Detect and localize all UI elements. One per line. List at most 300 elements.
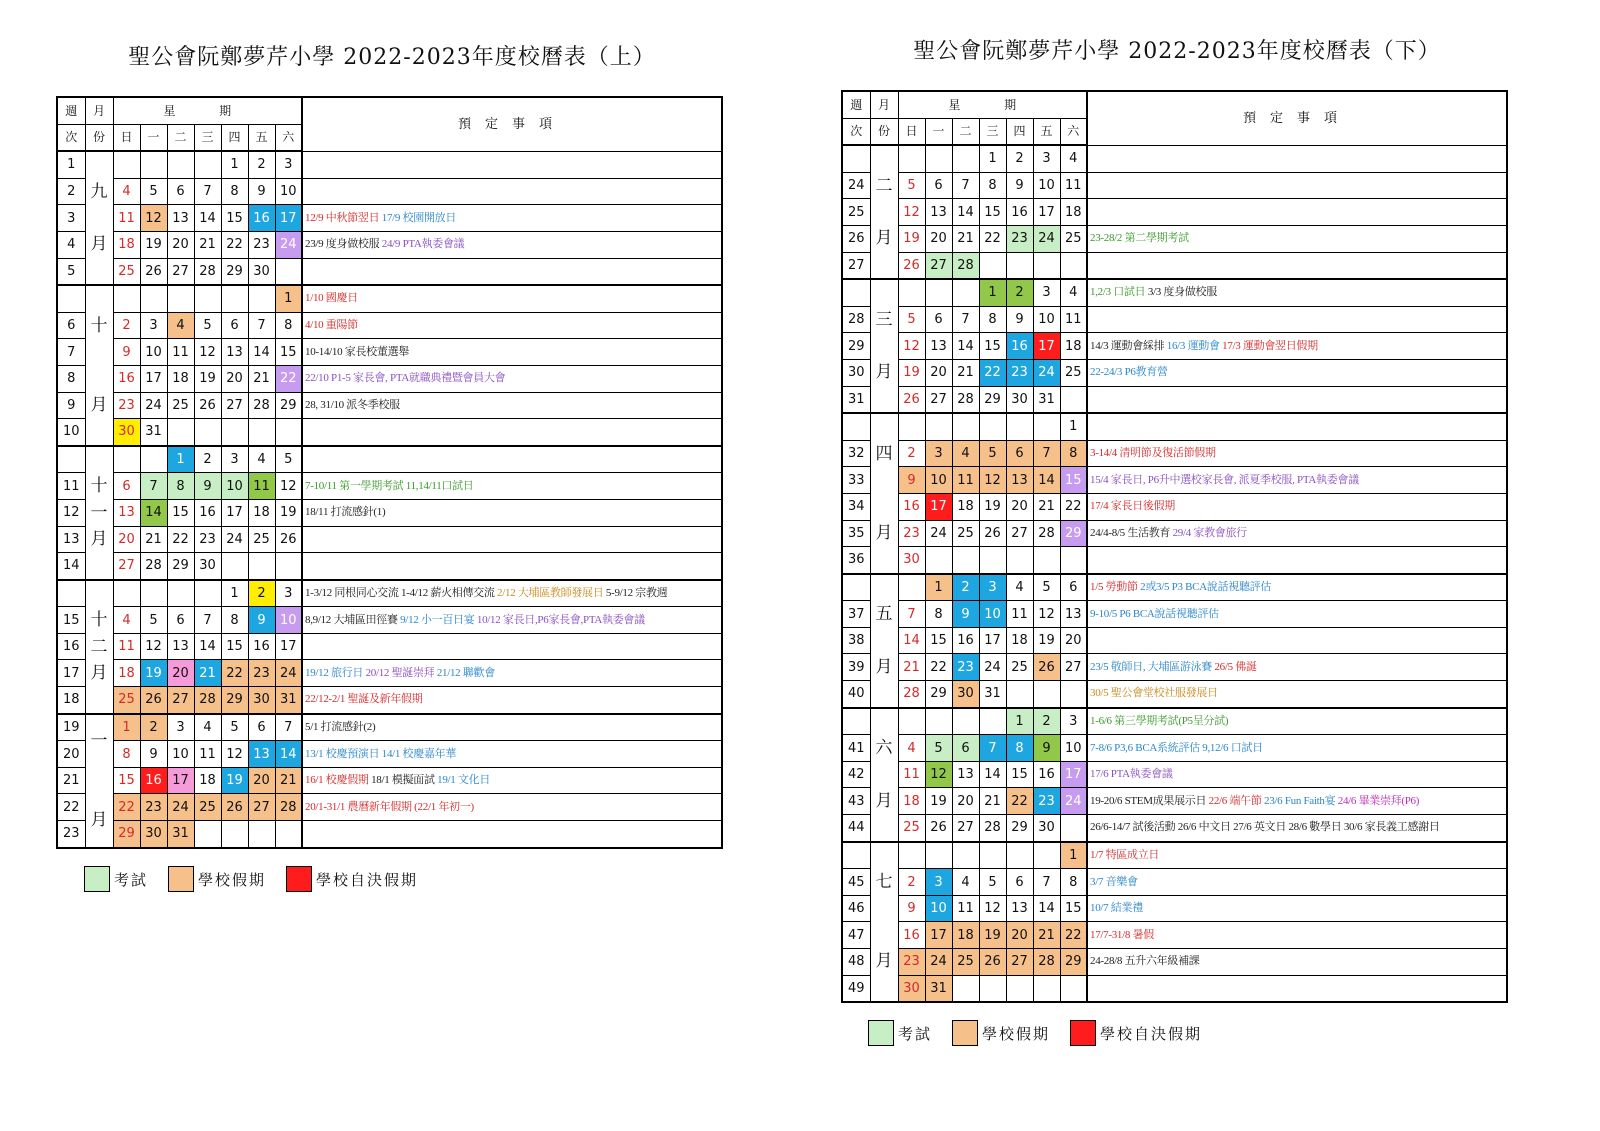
event-text: 10-14/10 家長校董選舉 <box>305 345 409 358</box>
day-cell <box>248 419 275 446</box>
day-cell: 22 <box>113 794 140 821</box>
day-cell: 19 <box>898 225 925 252</box>
week-number: 39 <box>842 654 870 681</box>
event-text: 19/12 旅行日 <box>305 666 366 679</box>
day-cell: 3 <box>925 440 952 467</box>
day-cell: 5 <box>898 306 925 333</box>
week-number: 47 <box>842 922 870 949</box>
week-number: 15 <box>57 607 85 634</box>
day-cell: 26 <box>1033 654 1060 681</box>
day-cell: 7 <box>248 312 275 339</box>
day-cell <box>113 151 140 178</box>
day-cell: 28 <box>898 681 925 708</box>
day-cell <box>1006 547 1033 574</box>
event-text: 23-28/2 第二學期考試 <box>1090 232 1189 245</box>
day-cell: 11 <box>898 761 925 788</box>
week-number: 2 <box>57 178 85 205</box>
week-number: 45 <box>842 869 870 896</box>
day-cell: 28 <box>979 815 1006 842</box>
day-cell: 22 <box>221 231 248 258</box>
day-cell: 23 <box>898 949 925 976</box>
sheet-title: 聖公會阮鄭夢芹小學 2022-2023年度校曆表（下） <box>913 39 1441 64</box>
day-cell: 16 <box>248 205 275 232</box>
header-weekday: 星 期 <box>898 91 1087 118</box>
event-cell <box>1087 788 1507 815</box>
day-cell: 13 <box>1060 601 1087 628</box>
day-cell: 10 <box>275 607 302 634</box>
week-row <box>57 526 722 553</box>
day-cell <box>979 975 1006 1002</box>
day-cell: 18 <box>167 365 194 392</box>
week-row <box>57 553 722 580</box>
day-cell: 2 <box>248 580 275 607</box>
header-month-2: 份 <box>85 124 113 151</box>
day-cell: 4 <box>194 714 221 741</box>
week-number: 9 <box>57 392 85 419</box>
day-cell: 23 <box>898 520 925 547</box>
day-cell: 19 <box>140 660 167 687</box>
header-day-0: 日 <box>898 118 925 145</box>
week-number <box>57 285 85 312</box>
day-cell: 29 <box>221 258 248 285</box>
week-row <box>842 413 1507 440</box>
day-cell: 23 <box>113 392 140 419</box>
day-cell: 28 <box>194 258 221 285</box>
day-cell <box>1033 681 1060 708</box>
day-cell: 21 <box>140 526 167 553</box>
week-row <box>57 178 722 205</box>
header-events: 預定事項 <box>302 97 722 151</box>
day-cell: 5 <box>221 714 248 741</box>
day-cell: 2 <box>194 446 221 473</box>
day-cell: 23 <box>1033 788 1060 815</box>
day-cell: 28 <box>952 252 979 279</box>
day-cell <box>248 285 275 312</box>
week-row <box>57 580 722 607</box>
day-cell: 13 <box>167 205 194 232</box>
week-row <box>57 392 722 419</box>
day-cell <box>248 821 275 848</box>
week-row <box>842 708 1507 735</box>
event-text: 23/6 Fun Faith宴 <box>1264 794 1338 807</box>
day-cell <box>952 145 979 172</box>
day-cell: 6 <box>221 312 248 339</box>
legend-school-holiday-label: 學校自決假期 <box>316 870 419 889</box>
day-cell: 1 <box>113 714 140 741</box>
day-cell: 24 <box>275 231 302 258</box>
header-day-3: 三 <box>979 118 1006 145</box>
day-cell <box>952 547 979 574</box>
event-cell <box>302 365 722 392</box>
week-row <box>57 205 722 232</box>
legend <box>868 1020 1222 1046</box>
day-cell: 30 <box>1006 386 1033 413</box>
week-row <box>57 499 722 526</box>
day-cell: 16 <box>1033 761 1060 788</box>
day-cell: 13 <box>167 633 194 660</box>
day-cell: 1 <box>221 151 248 178</box>
day-cell: 26 <box>140 687 167 714</box>
day-cell: 30 <box>898 975 925 1002</box>
week-row <box>57 633 722 660</box>
day-cell: 20 <box>1006 922 1033 949</box>
day-cell: 18 <box>898 788 925 815</box>
day-cell: 7 <box>952 306 979 333</box>
week-row <box>842 333 1507 360</box>
day-cell: 21 <box>979 788 1006 815</box>
event-cell <box>1087 493 1507 520</box>
day-cell <box>194 419 221 446</box>
week-row <box>842 467 1507 494</box>
day-cell <box>167 580 194 607</box>
month-label-text: 二 月 <box>875 175 893 249</box>
event-cell <box>302 285 722 312</box>
week-number: 36 <box>842 547 870 574</box>
event-cell <box>1087 761 1507 788</box>
week-number: 5 <box>57 258 85 285</box>
day-cell: 3 <box>1033 279 1060 306</box>
legend-school-holiday-label: 學校自決假期 <box>1100 1024 1203 1043</box>
day-cell: 4 <box>1006 574 1033 601</box>
week-row <box>57 339 722 366</box>
legend-school-holiday-swatch <box>286 866 312 892</box>
day-cell: 4 <box>113 178 140 205</box>
week-number: 25 <box>842 199 870 226</box>
day-cell <box>1060 815 1087 842</box>
event-text: 28, 31/10 派冬季校服 <box>305 398 400 411</box>
event-cell <box>302 633 722 660</box>
week-row <box>57 446 722 473</box>
event-text: 17/9 校園開放日 <box>381 211 457 224</box>
week-row <box>842 975 1507 1002</box>
month-label <box>870 708 898 842</box>
day-cell: 21 <box>275 767 302 794</box>
day-cell: 6 <box>1006 440 1033 467</box>
day-cell: 1 <box>979 145 1006 172</box>
day-cell: 8 <box>221 607 248 634</box>
day-cell: 29 <box>1060 949 1087 976</box>
event-text: 23/9 度身做校服 <box>305 238 382 251</box>
week-number: 22 <box>57 794 85 821</box>
event-text: 21/12 聯歡會 <box>436 666 495 679</box>
day-cell: 28 <box>140 553 167 580</box>
week-row <box>57 312 722 339</box>
day-cell: 2 <box>140 714 167 741</box>
week-number <box>57 446 85 473</box>
week-row <box>842 654 1507 681</box>
day-cell: 5 <box>140 607 167 634</box>
day-cell: 15 <box>979 199 1006 226</box>
day-cell <box>979 708 1006 735</box>
day-cell: 16 <box>952 627 979 654</box>
week-row <box>842 574 1507 601</box>
day-cell: 23 <box>140 794 167 821</box>
event-text: 16/1 校慶假期 <box>305 774 372 787</box>
week-row <box>842 386 1507 413</box>
day-cell: 7 <box>194 607 221 634</box>
day-cell: 24 <box>925 949 952 976</box>
day-cell: 17 <box>1060 761 1087 788</box>
day-cell: 4 <box>167 312 194 339</box>
day-cell <box>167 151 194 178</box>
day-cell: 23 <box>1006 359 1033 386</box>
day-cell: 20 <box>925 225 952 252</box>
event-text: 18/11 打流感針(1) <box>305 506 386 519</box>
week-number: 33 <box>842 467 870 494</box>
day-cell: 10 <box>167 741 194 768</box>
day-cell: 9 <box>952 601 979 628</box>
week-number: 27 <box>842 252 870 279</box>
header-month-2: 份 <box>870 118 898 145</box>
day-cell: 22 <box>275 365 302 392</box>
day-cell: 8 <box>979 172 1006 199</box>
event-text: 17/7-31/8 暑假 <box>1090 928 1154 941</box>
week-row <box>57 794 722 821</box>
event-text: 18/1 模擬面試 <box>371 774 438 787</box>
day-cell: 20 <box>1060 627 1087 654</box>
day-cell: 18 <box>1060 333 1087 360</box>
day-cell: 30 <box>140 821 167 848</box>
day-cell: 21 <box>248 365 275 392</box>
day-cell: 25 <box>1060 359 1087 386</box>
day-cell: 9 <box>1006 306 1033 333</box>
calendar-table <box>56 96 723 849</box>
day-cell <box>898 413 925 440</box>
day-cell: 1 <box>925 574 952 601</box>
day-cell: 14 <box>1033 895 1060 922</box>
week-number <box>842 413 870 440</box>
week-row <box>842 627 1507 654</box>
event-cell <box>1087 252 1507 279</box>
event-text: 22/6 端午節 <box>1208 794 1265 807</box>
day-cell: 13 <box>1006 467 1033 494</box>
week-number: 48 <box>842 949 870 976</box>
event-cell <box>302 205 722 232</box>
event-text: 10/7 結業禮 <box>1090 902 1143 915</box>
week-number: 32 <box>842 440 870 467</box>
day-cell: 4 <box>952 440 979 467</box>
day-cell: 27 <box>113 553 140 580</box>
legend-exam-swatch <box>868 1020 894 1046</box>
day-cell: 5 <box>194 312 221 339</box>
week-row <box>57 285 722 312</box>
day-cell: 25 <box>898 815 925 842</box>
week-number: 16 <box>57 633 85 660</box>
day-cell: 30 <box>194 553 221 580</box>
day-cell: 4 <box>1060 145 1087 172</box>
day-cell: 4 <box>1060 279 1087 306</box>
day-cell: 20 <box>167 231 194 258</box>
day-cell <box>194 151 221 178</box>
event-text: 9/12 小一百日宴 <box>400 613 477 626</box>
event-text: 1/5 勞動節 <box>1090 580 1141 593</box>
day-cell: 6 <box>925 306 952 333</box>
event-text: 7-8/6 P3,6 BCA系統評估 9,12/6 口試日 <box>1090 741 1263 754</box>
day-cell: 11 <box>167 339 194 366</box>
event-cell <box>302 473 722 500</box>
week-number: 21 <box>57 767 85 794</box>
legend-exam-swatch <box>84 866 110 892</box>
day-cell <box>1006 681 1033 708</box>
day-cell: 11 <box>113 205 140 232</box>
day-cell <box>1060 386 1087 413</box>
day-cell <box>275 821 302 848</box>
day-cell: 29 <box>221 687 248 714</box>
event-text: 3/7 音樂會 <box>1090 875 1138 888</box>
header-day-5: 五 <box>248 124 275 151</box>
legend-holiday-swatch <box>952 1020 978 1046</box>
day-cell: 3 <box>1060 708 1087 735</box>
event-cell <box>302 231 722 258</box>
day-cell <box>167 419 194 446</box>
day-cell: 27 <box>925 386 952 413</box>
day-cell: 7 <box>140 473 167 500</box>
day-cell: 31 <box>1033 386 1060 413</box>
week-row <box>57 231 722 258</box>
day-cell: 26 <box>898 386 925 413</box>
day-cell: 19 <box>275 499 302 526</box>
event-cell <box>302 794 722 821</box>
day-cell: 8 <box>1006 735 1033 762</box>
day-cell <box>925 413 952 440</box>
day-cell: 7 <box>1033 440 1060 467</box>
day-cell <box>221 285 248 312</box>
day-cell: 5 <box>898 172 925 199</box>
legend-exam-label: 考試 <box>898 1024 933 1043</box>
day-cell: 9 <box>1033 735 1060 762</box>
header-day-2: 二 <box>952 118 979 145</box>
week-number: 43 <box>842 788 870 815</box>
header-week-2: 次 <box>57 124 85 151</box>
event-text: 4/10 重陽節 <box>305 319 358 332</box>
week-row <box>57 419 722 446</box>
day-cell <box>194 285 221 312</box>
day-cell: 20 <box>952 788 979 815</box>
day-cell: 31 <box>979 681 1006 708</box>
day-cell: 21 <box>898 654 925 681</box>
event-cell <box>1087 333 1507 360</box>
day-cell: 24 <box>925 520 952 547</box>
day-cell: 11 <box>194 741 221 768</box>
week-number: 11 <box>57 473 85 500</box>
sheet-title: 聖公會阮鄭夢芹小學 2022-2023年度校曆表（上） <box>128 45 656 70</box>
day-cell: 19 <box>979 493 1006 520</box>
day-cell: 6 <box>248 714 275 741</box>
day-cell: 14 <box>1033 467 1060 494</box>
event-cell <box>1087 279 1507 306</box>
day-cell: 18 <box>194 767 221 794</box>
day-cell: 3 <box>140 312 167 339</box>
header-week: 週 <box>842 91 870 118</box>
event-cell <box>302 660 722 687</box>
week-number: 29 <box>842 333 870 360</box>
event-cell <box>302 741 722 768</box>
day-cell: 3 <box>275 151 302 178</box>
day-cell: 29 <box>275 392 302 419</box>
day-cell: 30 <box>898 547 925 574</box>
day-cell: 27 <box>925 252 952 279</box>
week-row <box>57 741 722 768</box>
day-cell: 31 <box>275 687 302 714</box>
day-cell: 27 <box>248 794 275 821</box>
event-text: 17/4 家長日後假期 <box>1090 500 1176 513</box>
event-text: 2/12 大埔區教師發展日 <box>497 586 606 599</box>
event-text: 19-20/6 STEM成果展示日 <box>1090 794 1209 807</box>
event-text: 26/5 佛誕 <box>1214 660 1257 673</box>
week-row <box>57 151 722 178</box>
day-cell: 2 <box>898 440 925 467</box>
event-cell <box>1087 145 1507 172</box>
week-row <box>842 440 1507 467</box>
month-label <box>85 151 113 285</box>
day-cell: 24 <box>167 794 194 821</box>
day-cell: 12 <box>194 339 221 366</box>
event-cell <box>302 767 722 794</box>
event-cell <box>302 607 722 634</box>
day-cell: 22 <box>979 359 1006 386</box>
day-cell: 24 <box>1033 225 1060 252</box>
day-cell: 2 <box>952 574 979 601</box>
week-number: 1 <box>57 151 85 178</box>
day-cell: 27 <box>1006 520 1033 547</box>
day-cell <box>194 580 221 607</box>
day-cell: 26 <box>140 258 167 285</box>
header-week: 週 <box>57 97 85 124</box>
day-cell <box>979 252 1006 279</box>
day-cell <box>275 258 302 285</box>
header-day-4: 四 <box>1006 118 1033 145</box>
header-month: 月 <box>85 97 113 124</box>
week-row <box>842 359 1507 386</box>
event-text: 1/10 國慶日 <box>305 292 358 305</box>
event-cell <box>1087 681 1507 708</box>
week-number: 42 <box>842 761 870 788</box>
event-text: 24/4-8/5 生活教育 <box>1090 526 1173 539</box>
event-text: 22-24/3 P6教育營 <box>1090 366 1168 379</box>
week-number <box>842 279 870 306</box>
month-label <box>870 842 898 1003</box>
day-cell: 25 <box>1060 225 1087 252</box>
day-cell: 17 <box>1033 333 1060 360</box>
week-row <box>842 547 1507 574</box>
day-cell <box>898 279 925 306</box>
event-text: 1,2/3 口試日 <box>1090 286 1148 299</box>
legend-school-holiday-swatch <box>1070 1020 1096 1046</box>
day-cell: 1 <box>1060 413 1087 440</box>
event-cell <box>1087 922 1507 949</box>
day-cell: 18 <box>1006 627 1033 654</box>
day-cell: 6 <box>1060 574 1087 601</box>
day-cell <box>898 145 925 172</box>
day-cell: 29 <box>979 386 1006 413</box>
event-text: 26/6-14/7 試後活動 26/6 中文日 27/6 英文日 28/6 數學日 30/6 家長義工感謝日 <box>1090 821 1440 834</box>
day-cell: 17 <box>167 767 194 794</box>
event-text: 9-10/5 P6 BCA說話視聽評估 <box>1090 607 1219 620</box>
day-cell: 27 <box>952 815 979 842</box>
day-cell: 21 <box>952 359 979 386</box>
day-cell: 13 <box>248 741 275 768</box>
day-cell <box>167 285 194 312</box>
legend-holiday-label: 學校假期 <box>198 870 267 889</box>
day-cell: 8 <box>1060 869 1087 896</box>
day-cell: 13 <box>952 761 979 788</box>
day-cell: 17 <box>275 633 302 660</box>
day-cell <box>221 553 248 580</box>
day-cell: 5 <box>979 869 1006 896</box>
day-cell: 27 <box>167 687 194 714</box>
month-label-text: 十 月 <box>90 315 108 415</box>
month-label <box>85 714 113 848</box>
